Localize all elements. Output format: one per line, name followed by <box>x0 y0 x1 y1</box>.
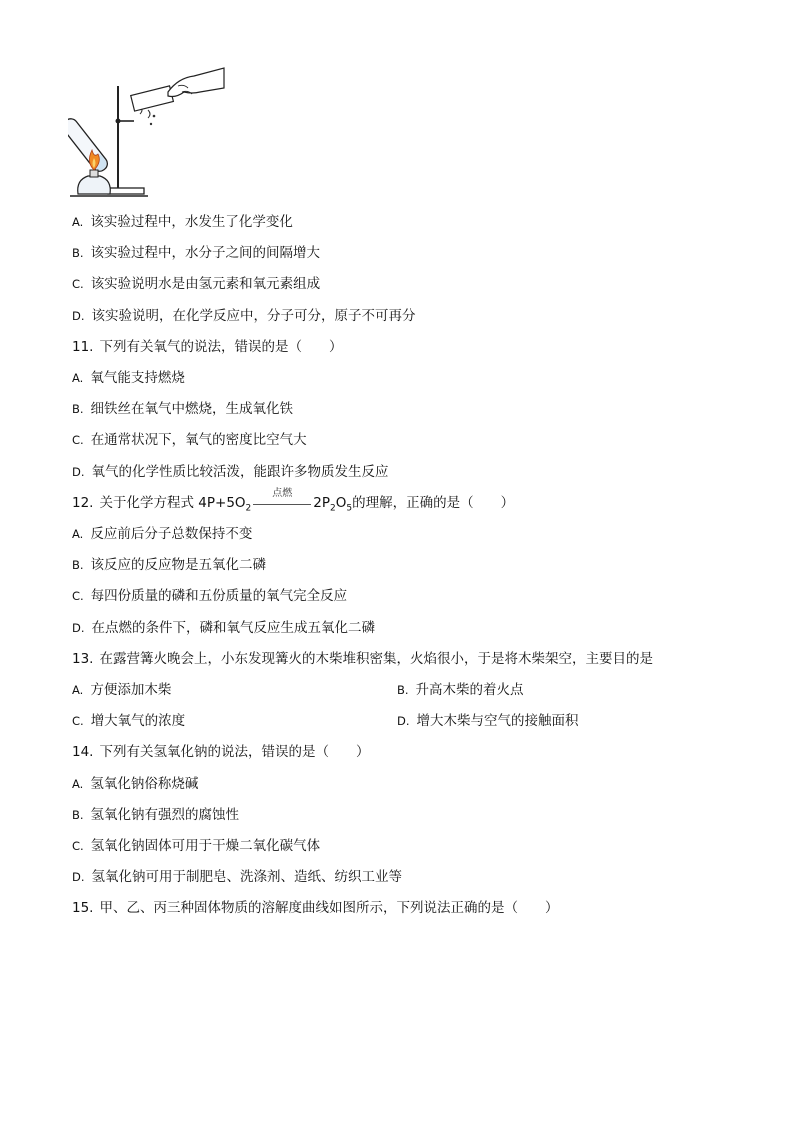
option-label: A. <box>72 371 84 385</box>
q11-option-c[interactable] <box>72 430 307 450</box>
question-text: 下列有关氧气的说法，错误的是（ ） <box>99 339 343 355</box>
option-text: 该反应的反应物是五氧化二磷 <box>90 557 267 573</box>
option-label: D. <box>72 621 85 635</box>
option-label: A. <box>72 215 84 229</box>
option-text: 在点燃的条件下，磷和氧气反应生成五氧化二磷 <box>91 620 376 636</box>
option-text: 氧气的化学性质比较活泼，能跟许多物质发生反应 <box>91 464 389 480</box>
option-label: C. <box>72 839 84 853</box>
droplet <box>153 115 156 118</box>
question-text: 甲、乙、丙三种固体物质的溶解度曲线如图所示，下列说法正确的是（ ） <box>99 900 559 916</box>
q13-stem <box>72 649 653 669</box>
option-label: D. <box>72 870 85 884</box>
option-label: B. <box>397 683 409 697</box>
q11-option-b[interactable] <box>72 399 293 419</box>
option-label: D. <box>72 309 85 323</box>
option-label: C. <box>72 433 84 447</box>
option-text: 该实验说明水是由氢元素和氧元素组成 <box>90 276 321 292</box>
q11-option-a[interactable] <box>72 368 185 388</box>
option-label: D. <box>72 465 85 479</box>
reaction-condition: 点燃 <box>272 488 293 499</box>
option-text: 反应前后分子总数保持不变 <box>90 526 253 542</box>
q13-option-d[interactable] <box>397 711 579 731</box>
lamp-neck <box>90 170 98 177</box>
option-text: 氢氧化钠俗称烧碱 <box>90 776 199 792</box>
reaction-arrow <box>251 488 313 513</box>
q10-option-b[interactable] <box>72 243 320 263</box>
option-text: 氧气能支持燃烧 <box>90 370 185 386</box>
option-label: B. <box>72 558 84 572</box>
q14-stem <box>72 742 369 762</box>
option-label: C. <box>72 714 84 728</box>
option-text: 增大木柴与空气的接触面积 <box>416 713 579 729</box>
q14-option-c[interactable] <box>72 836 320 856</box>
option-text: 该实验过程中，水发生了化学变化 <box>90 214 293 230</box>
q12-option-c[interactable] <box>72 586 347 606</box>
option-label: C. <box>72 277 84 291</box>
test-tube <box>68 116 110 174</box>
subscript: 2 <box>245 503 252 514</box>
option-text: 该实验说明，在化学反应中，分子可分，原子不可再分 <box>91 308 416 324</box>
question-text: 下列有关氢氧化钠的说法，错误的是（ ） <box>99 744 370 760</box>
q13-option-c[interactable] <box>72 711 185 731</box>
q13-option-b[interactable] <box>397 680 524 700</box>
equation-bar <box>253 504 311 505</box>
equation-reactants: 关于化学方程式 4P+5O <box>99 495 246 511</box>
q15-stem <box>72 898 558 918</box>
option-text: 每四份质量的磷和五份质量的氧气完全反应 <box>90 588 348 604</box>
equation-product: 2P <box>313 495 331 511</box>
option-text: 氢氧化钠有强烈的腐蚀性 <box>90 807 240 823</box>
question-text: 在露营篝火晚会上，小东发现篝火的木柴堆积密集，火焰很小，于是将木柴架空，主要目的是 <box>99 651 653 667</box>
glass-plate <box>131 86 174 111</box>
question-number: 14. <box>72 744 94 760</box>
q14-option-d[interactable] <box>72 867 402 887</box>
option-text: 细铁丝在氧气中燃烧，生成氧化铁 <box>90 401 294 417</box>
option-text: 增大氧气的浓度 <box>90 713 186 729</box>
option-label: B. <box>72 246 84 260</box>
option-text: 升高木柴的着火点 <box>415 682 524 698</box>
option-text: 该实验过程中，水分子之间的间隔增大 <box>90 245 321 261</box>
stand-base <box>108 188 144 194</box>
alcohol-lamp <box>78 176 111 194</box>
option-label: A. <box>72 527 84 541</box>
steam-wisp <box>148 110 150 118</box>
equation-product-o: O <box>335 495 347 511</box>
question-number: 15. <box>72 900 94 916</box>
option-text: 方便添加木柴 <box>90 682 172 698</box>
q12-option-a[interactable] <box>72 524 252 544</box>
option-label: B. <box>72 808 84 822</box>
q12-option-b[interactable] <box>72 555 266 575</box>
option-text: 在通常状况下，氧气的密度比空气大 <box>90 432 307 448</box>
option-text: 氢氧化钠固体可用于干燥二氧化碳气体 <box>90 838 321 854</box>
option-text: 氢氧化钠可用于制肥皂、洗涤剂、造纸、纺织工业等 <box>91 869 403 885</box>
q10-option-a[interactable] <box>72 212 293 232</box>
question-text: 的理解，正确的是（ ） <box>352 495 515 511</box>
question-number: 11. <box>72 339 94 355</box>
option-label: A. <box>72 777 84 791</box>
experiment-figure <box>68 66 228 200</box>
q12-option-d[interactable] <box>72 618 375 638</box>
subscript: 2 <box>330 503 336 514</box>
option-label: A. <box>72 683 84 697</box>
subscript: 5 <box>346 503 353 514</box>
q11-option-d[interactable] <box>72 462 389 482</box>
clamp-knob <box>116 119 121 124</box>
option-label: B. <box>72 402 84 416</box>
option-label: C. <box>72 589 84 603</box>
q10-option-c[interactable] <box>72 274 320 294</box>
q14-option-b[interactable] <box>72 805 239 825</box>
q12-stem <box>72 488 515 519</box>
question-number: 13. <box>72 651 94 667</box>
q13-option-a[interactable] <box>72 680 171 700</box>
droplet <box>150 123 152 125</box>
q14-option-a[interactable] <box>72 774 198 794</box>
option-label: D. <box>397 714 410 728</box>
question-number: 12. <box>72 495 94 511</box>
hand-outline <box>168 68 224 97</box>
q10-option-d[interactable] <box>72 306 416 326</box>
q11-stem <box>72 337 342 357</box>
